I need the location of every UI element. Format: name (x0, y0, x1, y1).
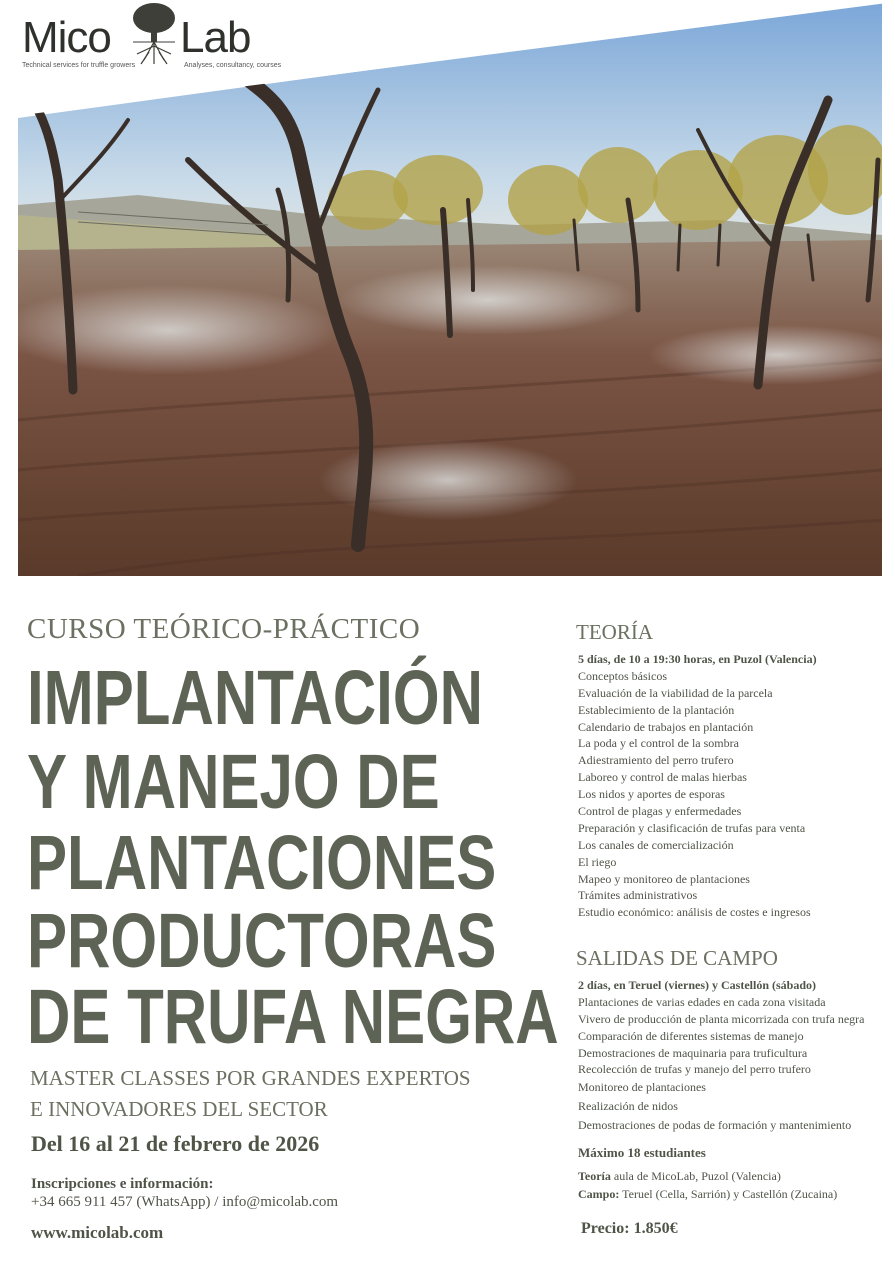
list-item: Recolección de trufas y manejo del perro trufero (578, 1062, 811, 1077)
course-price: Precio: 1.850€ (581, 1220, 678, 1237)
title-line-1: IMPLANTACIÓN (27, 655, 483, 741)
list-item: La poda y el control de la sombra (578, 736, 739, 751)
list-item: Trámites administrativos (578, 888, 698, 903)
campo-location-value: Teruel (Cella, Sarrión) y Castellón (Zucaina) (622, 1187, 838, 1201)
list-item: Preparación y clasificación de trufas para venta (578, 820, 806, 835)
phone-link[interactable]: +34 665 911 457 (WhatsApp) (31, 1194, 211, 1210)
teoria-heading: TEORÍA (576, 620, 653, 644)
master-classes-line-1: MASTER CLASSES POR GRANDES EXPERTOS (30, 1066, 471, 1090)
list-item: Calendario de trabajos en plantación (578, 719, 754, 734)
logo-word-mico: Mico (22, 13, 111, 62)
logo-tagline-right: Analyses, consultancy, courses (184, 62, 282, 69)
contact-label: Inscripciones e información: (31, 1176, 214, 1192)
logo-word-lab: Lab (180, 13, 251, 62)
teoria-location-label: Teoría (578, 1169, 611, 1183)
salidas-list (578, 977, 864, 1135)
list-item: Monitoreo de plantaciones (578, 1080, 706, 1095)
logo-tagline-left: Technical services for truffle growers (22, 62, 136, 69)
list-item: Realización de nidos (578, 1099, 678, 1114)
list-item: El riego (578, 854, 617, 869)
micolab-logo (22, 2, 282, 72)
list-item: Adiestramiento del perro trufero (578, 753, 734, 768)
title-line-4: PRODUCTORAS (27, 898, 497, 984)
list-item: Plantaciones de varias edades en cada zona visitada (578, 994, 826, 1009)
list-item: Vivero de producción de planta micorrizada con trufa negra (578, 1011, 865, 1026)
master-classes-line-2: E INNOVADORES DEL SECTOR (30, 1097, 328, 1121)
list-item: Demostraciones de podas de formación y mantenimiento (578, 1118, 852, 1133)
list-item: Evaluación de la viabilidad de la parcela (578, 685, 773, 700)
course-dates: Del 16 al 21 de febrero de 2026 (31, 1131, 320, 1156)
list-item: Establecimiento de la plantación (578, 702, 735, 717)
list-item: Los nidos y aportes de esporas (578, 787, 725, 802)
list-item: Los canales de comercialización (578, 837, 734, 852)
tree-icon (129, 2, 179, 66)
teoria-location-value: aula de MicoLab, Puzol (Valencia) (613, 1169, 781, 1183)
teoria-list (578, 651, 817, 921)
list-item: Comparación de diferentes sistemas de manejo (578, 1028, 804, 1043)
list-item: Control de plagas y enfermedades (578, 804, 742, 819)
list-item: Estudio económico: análisis de costes e ingresos (578, 905, 811, 920)
website-link[interactable]: www.micolab.com (31, 1223, 164, 1242)
list-item: Mapeo y monitoreo de plantaciones (578, 871, 750, 886)
teoria-location (578, 1169, 781, 1184)
salidas-heading: SALIDAS DE CAMPO (576, 946, 778, 970)
contact-separator: / (214, 1194, 219, 1210)
list-item: Demostraciones de maquinaria para truficultura (578, 1045, 808, 1060)
list-item: Conceptos básicos (578, 668, 667, 683)
title-line-2: Y MANEJO DE (27, 739, 440, 825)
campo-location-label: Campo: (578, 1187, 620, 1201)
title-line-5: DE TRUFA NEGRA (27, 974, 559, 1060)
course-subtitle: CURSO TEÓRICO-PRÁCTICO (27, 613, 421, 645)
salidas-schedule: 2 días, en Teruel (viernes) y Castellón (sábado) (578, 978, 817, 992)
teoria-schedule: 5 días, de 10 a 19:30 horas, en Puzol (Valencia) (578, 652, 817, 666)
list-item: Laboreo y control de malas hierbas (578, 770, 747, 785)
campo-location (578, 1187, 837, 1202)
max-students: Máximo 18 estudiantes (578, 1145, 706, 1160)
email-link[interactable]: info@micolab.com (222, 1194, 339, 1210)
contact-line (31, 1194, 338, 1211)
title-line-3: PLANTACIONES (27, 820, 497, 906)
